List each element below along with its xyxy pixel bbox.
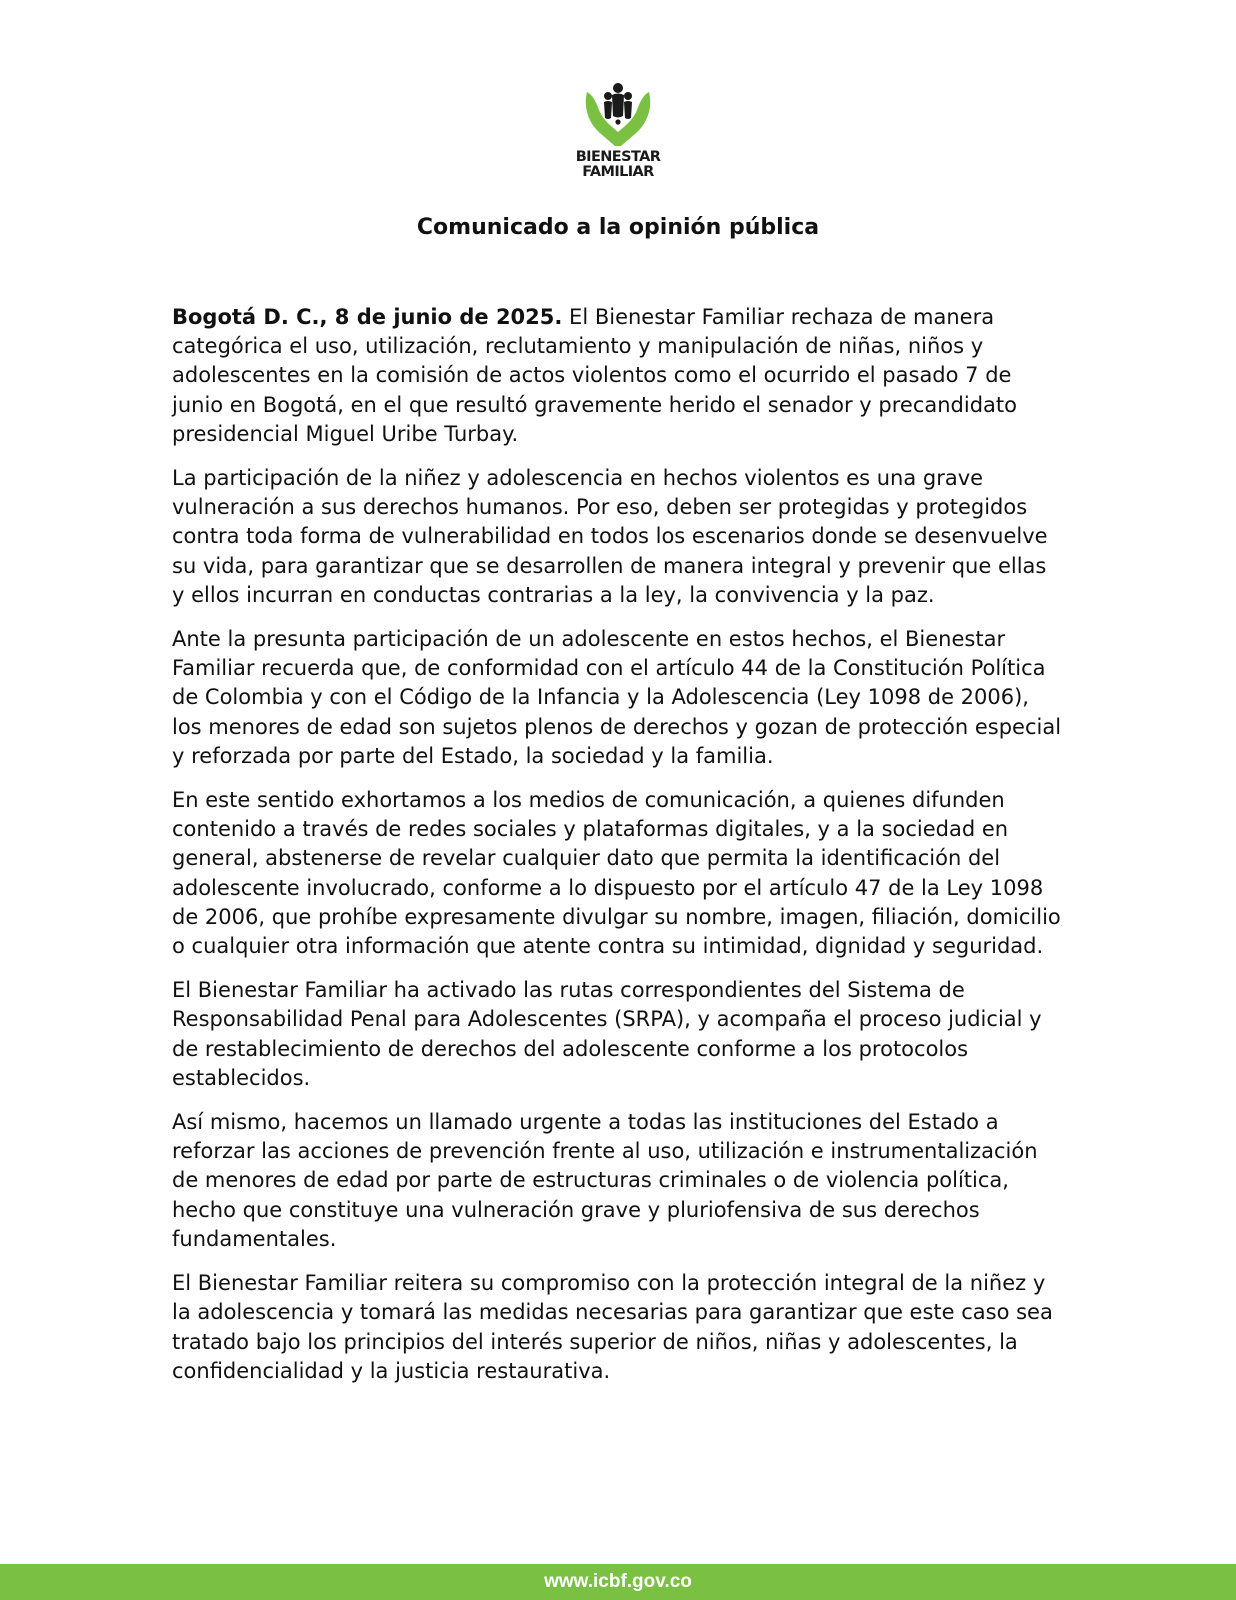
logo-wordmark <box>570 150 666 180</box>
paragraph-1-text: El Bienestar Familiar rechaza de manera categórica el uso, utilización, reclutamiento y manipulación de niñas, niños y adolescentes en la comisión de actos violentos como el ocurrido el pasado 7 de junio en Bogotá, en el que resultó gravemente herido el senador y precandidato presidencial Miguel Uribe Turbay. <box>172 305 1018 446</box>
bienestar-familiar-logo <box>570 82 666 180</box>
page-title: Comunicado a la opinión pública <box>416 215 820 240</box>
paragraph-5: El Bienestar Familiar ha activado las rutas correspondientes del Sistema de Responsabilidad Penal para Adolescentes (SRPA), y acompaña el proceso judicial y de restablecimiento de derechos del adolescente conforme a los protocolos establecidos. <box>172 978 1042 1090</box>
paragraph-4: En este sentido exhortamos a los medios de comunicación, a quienes difunden contenido a través de redes sociales y plataformas digitales, y a la sociedad en general, abstenerse de revelar cualquier dato que permita la identificación del adolescente involucrado, conforme a lo dispuesto por el artículo 47 de la Ley 1098 de 2006, que prohíbe expresamente divulgar su nombre, imagen, filiación, domicilio o cualquier otra información que atente contra su intimidad, dignidad y seguridad. <box>172 788 1061 959</box>
family-hands-logo-icon <box>581 82 655 148</box>
paragraph-1-lead: Bogotá D. C., 8 de junio de 2025. <box>172 305 563 329</box>
footer-bar <box>0 1564 1236 1600</box>
logo-line-1: BIENESTAR <box>575 149 661 165</box>
paragraph-3: Ante la presunta participación de un adolescente en estos hechos, el Bienestar Familiar recuerda que, de conformidad con el artículo 44 de la Constitución Política de Colombia y con el Código de la Infancia y la Adolescencia (Ley 1098 de 2006), los menores de edad son sujetos plenos de derechos y gozan de protección especial y reforzada por parte del Estado, la sociedad y la familia. <box>172 627 1062 768</box>
footer-url-link[interactable]: www.icbf.gov.co <box>544 1571 692 1592</box>
paragraph-1 <box>172 303 1064 449</box>
paragraph-7: El Bienestar Familiar reitera su compromiso con la protección integral de la niñez y la adolescencia y tomará las medidas necesarias para garantizar que este caso sea tratado bajo los principios del interés superior de niños, niñas y adolescentes, la confidencialidad y la justicia restaurativa. <box>172 1271 1053 1383</box>
document-body <box>172 303 1064 1401</box>
paragraph-6: Así mismo, hacemos un llamado urgente a todas las instituciones del Estado a reforzar las acciones de prevención frente al uso, utilización e instrumentalización de menores de edad por parte de estructuras criminales o de violencia política, hecho que constituye una vulneración grave y pluriofensiva de sus derechos fundamentales. <box>172 1110 1038 1251</box>
logo-line-2: FAMILIAR <box>582 164 654 180</box>
paragraph-2: La participación de la niñez y adolescencia en hechos violentos es una grave vulneración a sus derechos humanos. Por eso, deben ser protegidas y protegidos contra toda forma de vulnerabilidad en todos los escenarios donde se desenvuelve su vida, para garantizar que se desarrollen de manera integral y prevenir que ellas y ellos incurran en conductas contrarias a la ley, la convivencia y la paz. <box>172 466 1048 607</box>
